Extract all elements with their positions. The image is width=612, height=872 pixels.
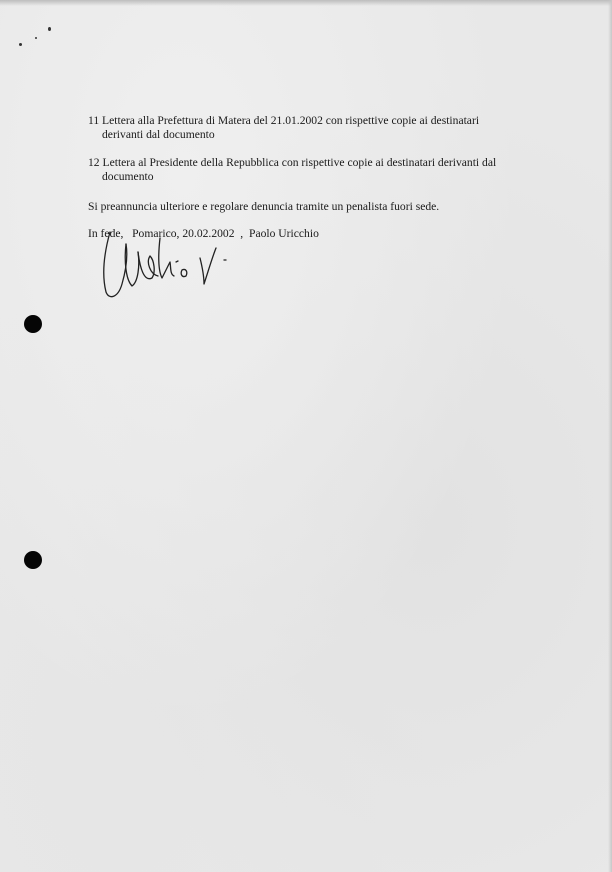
closing-line: In fede, Pomarico, 20.02.2002 , Paolo Uricchio <box>88 227 319 240</box>
punch-hole-top <box>24 315 42 333</box>
punch-hole-bottom <box>24 551 42 569</box>
list-item-12 <box>88 156 526 184</box>
list-item-12-line2: documento <box>102 170 154 183</box>
scan-speck <box>48 27 51 31</box>
scan-top-shadow <box>0 0 612 6</box>
list-item-11-line2: derivanti dal documento <box>102 128 215 141</box>
list-item-11-line1: 11 Lettera alla Prefettura di Matera del 21.01.2002 con rispettive copie ai destinatari <box>88 114 480 127</box>
scan-speck <box>35 37 37 39</box>
handwritten-signature <box>96 222 256 306</box>
scan-speck <box>19 43 22 46</box>
notice-paragraph: Si preannuncia ulteriore e regolare denuncia tramite un penalista fuori sede. <box>88 200 440 213</box>
list-item-12-line1: 12 Lettera al Presidente della Repubblica con rispettive copie ai destinatari derivanti dal <box>88 156 497 169</box>
list-item-11 <box>88 114 526 142</box>
scan-right-shadow <box>608 0 612 872</box>
